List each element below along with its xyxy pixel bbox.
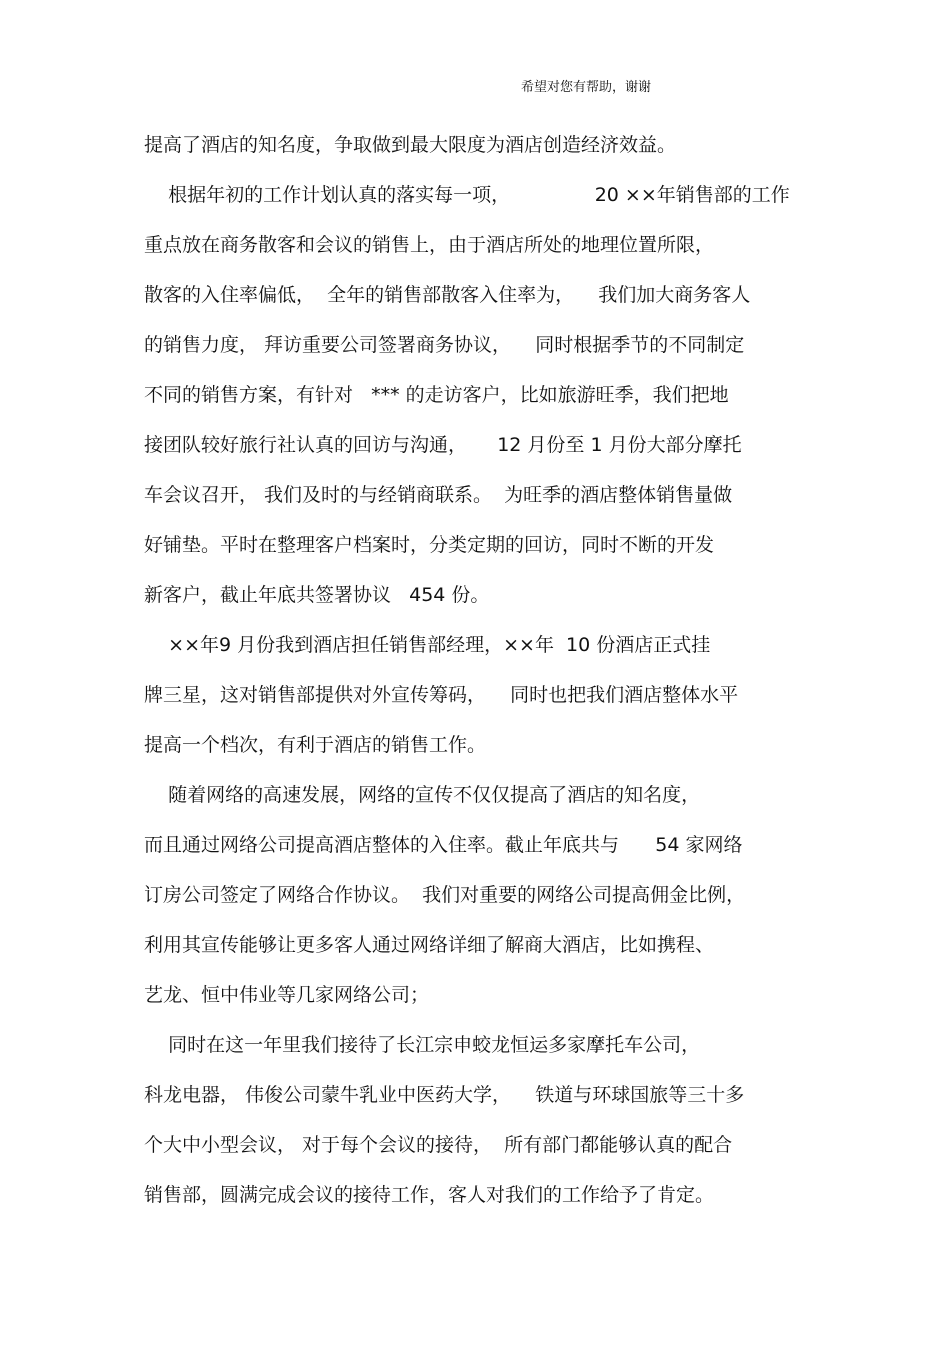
header-note: 希望对您有帮助，谢谢 xyxy=(521,80,652,95)
body-line: 不同的销售方案，有针对 *** 的走访客户，比如旅游旺季，我们把地 xyxy=(144,384,729,406)
body-line: 牌三星，这对销售部提供对外宣传筹码， 同时也把我们酒店整体水平 xyxy=(144,684,739,706)
body-line: 提高了酒店的知名度，争取做到最大限度为酒店创造经济效益。 xyxy=(144,134,677,156)
body-line: 销售部，圆满完成会议的接待工作，客人对我们的工作给予了肯定。 xyxy=(144,1184,715,1206)
body-line: 随着网络的高速发展，网络的宣传不仅仅提高了酒店的知名度， xyxy=(144,784,701,806)
body-line: 散客的入住率偏低， 全年的销售部散客入住率为， 我们加大商务客人 xyxy=(144,284,751,306)
body-line: 重点放在商务散客和会议的销售上，由于酒店所处的地理位置所限， xyxy=(144,234,715,256)
body-line: 利用其宣传能够让更多客人通过网络详细了解商大酒店，比如携程、 xyxy=(144,934,715,956)
body-line: 的销售力度， 拜访重要公司签署商务协议， 同时根据季节的不同制定 xyxy=(144,334,745,356)
body-line: 车会议召开， 我们及时的与经销商联系。 为旺季的酒店整体销售量做 xyxy=(144,484,733,506)
body-line: 个大中小型会议， 对于每个会议的接待， 所有部门都能够认真的配合 xyxy=(144,1134,733,1156)
body-line: 根据年初的工作计划认真的落实每一项， 20 ××年销售部的工作 xyxy=(144,184,790,206)
body-line: 订房公司签定了网络合作协议。 我们对重要的网络公司提高佣金比例， xyxy=(144,884,746,906)
body-line: 提高一个档次，有利于酒店的销售工作。 xyxy=(144,734,487,756)
body-line: 同时在这一年里我们接待了长江宗申蛟龙恒运多家摩托车公司， xyxy=(144,1034,701,1056)
body-line: 好铺垫。平时在整理客户档案时，分类定期的回访，同时不断的开发 xyxy=(144,534,715,556)
body-line: ××年9 月份我到酒店担任销售部经理，××年 10 份酒店正式挂 xyxy=(144,634,711,656)
body-line: 新客户，截止年底共签署协议 454 份。 xyxy=(144,584,490,606)
body-line: 而且通过网络公司提高酒店整体的入住率。截止年底共与 54 家网络 xyxy=(144,834,743,856)
body-line: 接团队较好旅行社认真的回访与沟通， 12 月份至 1 月份大部分摩托 xyxy=(144,434,742,456)
body-line: 科龙电器， 伟俊公司蒙牛乳业中医药大学， 铁道与环球国旅等三十多 xyxy=(144,1084,745,1106)
body-line: 艺龙、恒中伟业等几家网络公司； xyxy=(144,984,430,1006)
